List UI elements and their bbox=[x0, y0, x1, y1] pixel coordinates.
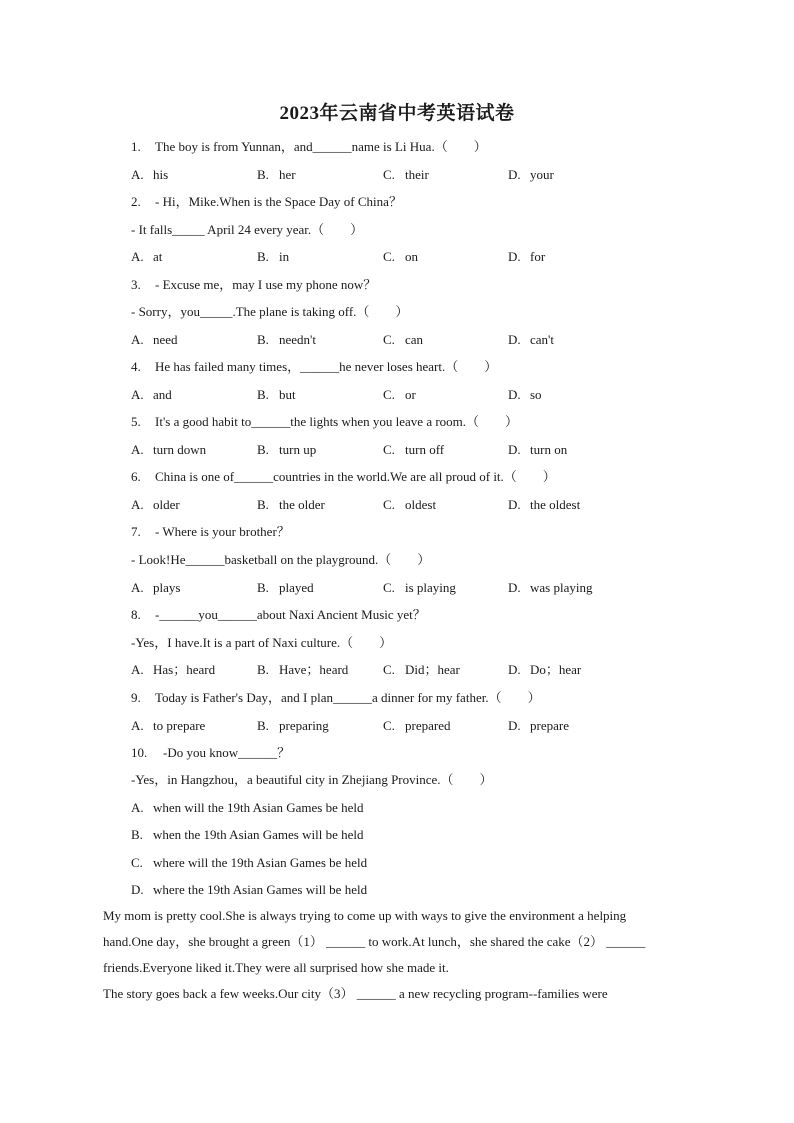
option-a[interactable]: A. plays bbox=[131, 580, 181, 595]
question-text: -Do you know______？ bbox=[163, 745, 291, 760]
option-a[interactable]: A. to prepare bbox=[131, 718, 206, 733]
question-5 bbox=[131, 413, 518, 431]
option-c[interactable]: C. Did；hear bbox=[383, 662, 460, 677]
passage-line: hand.One day，she brought a green（1） ______ to work.At lunch，she shared the cake（2） ______ bbox=[103, 934, 646, 949]
option-d[interactable]: D. can't bbox=[508, 332, 554, 347]
option-d[interactable]: D. turn on bbox=[508, 442, 568, 457]
option-c[interactable]: C. or bbox=[383, 387, 416, 402]
option-a[interactable]: A. turn down bbox=[131, 442, 207, 457]
option-d[interactable]: D. the oldest bbox=[508, 497, 581, 512]
option-b[interactable]: B. when the 19th Asian Games will be held bbox=[131, 827, 364, 842]
question-7 bbox=[131, 523, 290, 541]
question-4 bbox=[131, 358, 497, 376]
option-d[interactable]: D. so bbox=[508, 387, 542, 402]
option-b[interactable]: B. in bbox=[257, 249, 290, 264]
question-8 bbox=[131, 606, 426, 624]
question-number: 9. bbox=[131, 690, 141, 705]
question-number: 10. bbox=[131, 745, 148, 760]
question-text: He has failed many times，______he never loses heart.（ ） bbox=[155, 359, 498, 374]
option-c[interactable]: C. prepared bbox=[383, 718, 451, 733]
question-7-line-2: - Look!He______basketball on the playground.（ ） bbox=[131, 552, 431, 567]
option-b[interactable]: B. Have；heard bbox=[257, 662, 349, 677]
option-c[interactable]: C. where will the 19th Asian Games be held bbox=[131, 855, 368, 870]
question-2-line-2: - It falls_____ April 24 every year.（ ） bbox=[131, 222, 364, 237]
question-1 bbox=[131, 138, 487, 156]
option-c[interactable]: C. turn off bbox=[383, 442, 445, 457]
option-d[interactable]: D. where the 19th Asian Games will be held bbox=[131, 882, 368, 897]
option-c[interactable]: C. on bbox=[383, 249, 418, 264]
option-a[interactable]: A. when will the 19th Asian Games be held bbox=[131, 800, 364, 815]
question-3 bbox=[131, 276, 376, 294]
question-10 bbox=[131, 744, 290, 762]
question-8-line-2: -Yes，I have.It is a part of Naxi culture.（ ） bbox=[131, 635, 393, 650]
option-a[interactable]: A. at bbox=[131, 249, 163, 264]
question-text: The boy is from Yunnan，and______name is Li Hua.（ ） bbox=[155, 139, 487, 154]
question-number: 6. bbox=[131, 469, 141, 484]
option-b[interactable]: B. needn't bbox=[257, 332, 316, 347]
exam-title: 2023年云南省中考英语试卷 bbox=[279, 103, 515, 124]
option-a[interactable]: A. Has；heard bbox=[131, 662, 216, 677]
question-number: 8. bbox=[131, 607, 141, 622]
question-number: 3. bbox=[131, 277, 141, 292]
option-b[interactable]: B. preparing bbox=[257, 718, 329, 733]
option-d[interactable]: D. Do；hear bbox=[508, 662, 582, 677]
passage-line: The story goes back a few weeks.Our city（3） ______ a new recycling program--families were bbox=[103, 986, 608, 1001]
question-text: It's a good habit to______the lights when you leave a room.（ ） bbox=[155, 414, 519, 429]
option-b[interactable]: B. her bbox=[257, 167, 296, 182]
question-number: 5. bbox=[131, 414, 141, 429]
option-b[interactable]: B. but bbox=[257, 387, 296, 402]
option-d[interactable]: D. prepare bbox=[508, 718, 569, 733]
option-a[interactable]: A. his bbox=[131, 167, 169, 182]
question-number: 7. bbox=[131, 524, 141, 539]
option-d[interactable]: D. for bbox=[508, 249, 546, 264]
question-text: - Hi，Mike.When is the Space Day of China？ bbox=[155, 194, 402, 209]
question-3-line-2: - Sorry，you_____.The plane is taking off.（ ） bbox=[131, 304, 409, 319]
option-d[interactable]: D. was playing bbox=[508, 580, 593, 595]
option-a[interactable]: A. older bbox=[131, 497, 180, 512]
question-9 bbox=[131, 689, 541, 707]
option-b[interactable]: B. played bbox=[257, 580, 314, 595]
question-2 bbox=[131, 193, 402, 211]
question-text: China is one of______countries in the world.We are all proud of it.（ ） bbox=[155, 469, 556, 484]
option-a[interactable]: A. need bbox=[131, 332, 178, 347]
passage-line: My mom is pretty cool.She is always trying to come up with ways to give the environment a helping bbox=[103, 908, 627, 923]
option-b[interactable]: B. turn up bbox=[257, 442, 317, 457]
option-c[interactable]: C. oldest bbox=[383, 497, 437, 512]
option-a[interactable]: A. and bbox=[131, 387, 172, 402]
question-6 bbox=[131, 468, 556, 486]
question-text: - Excuse me，may I use my phone now？ bbox=[155, 277, 377, 292]
question-text: - Where is your brother？ bbox=[155, 524, 290, 539]
option-c[interactable]: C. is playing bbox=[383, 580, 456, 595]
question-number: 4. bbox=[131, 359, 141, 374]
passage-line: friends.Everyone liked it.They were all surprised how she made it. bbox=[103, 960, 449, 975]
question-text: Today is Father's Day，and I plan______a dinner for my father.（ ） bbox=[155, 690, 541, 705]
question-text: -______you______about Naxi Ancient Music yet？ bbox=[155, 607, 426, 622]
question-number: 1. bbox=[131, 139, 141, 154]
question-10-line-2: -Yes，in Hangzhou，a beautiful city in Zhejiang Province.（ ） bbox=[131, 772, 493, 787]
option-c[interactable]: C. their bbox=[383, 167, 429, 182]
option-b[interactable]: B. the older bbox=[257, 497, 325, 512]
option-d[interactable]: D. your bbox=[508, 167, 554, 182]
option-c[interactable]: C. can bbox=[383, 332, 424, 347]
question-number: 2. bbox=[131, 194, 141, 209]
